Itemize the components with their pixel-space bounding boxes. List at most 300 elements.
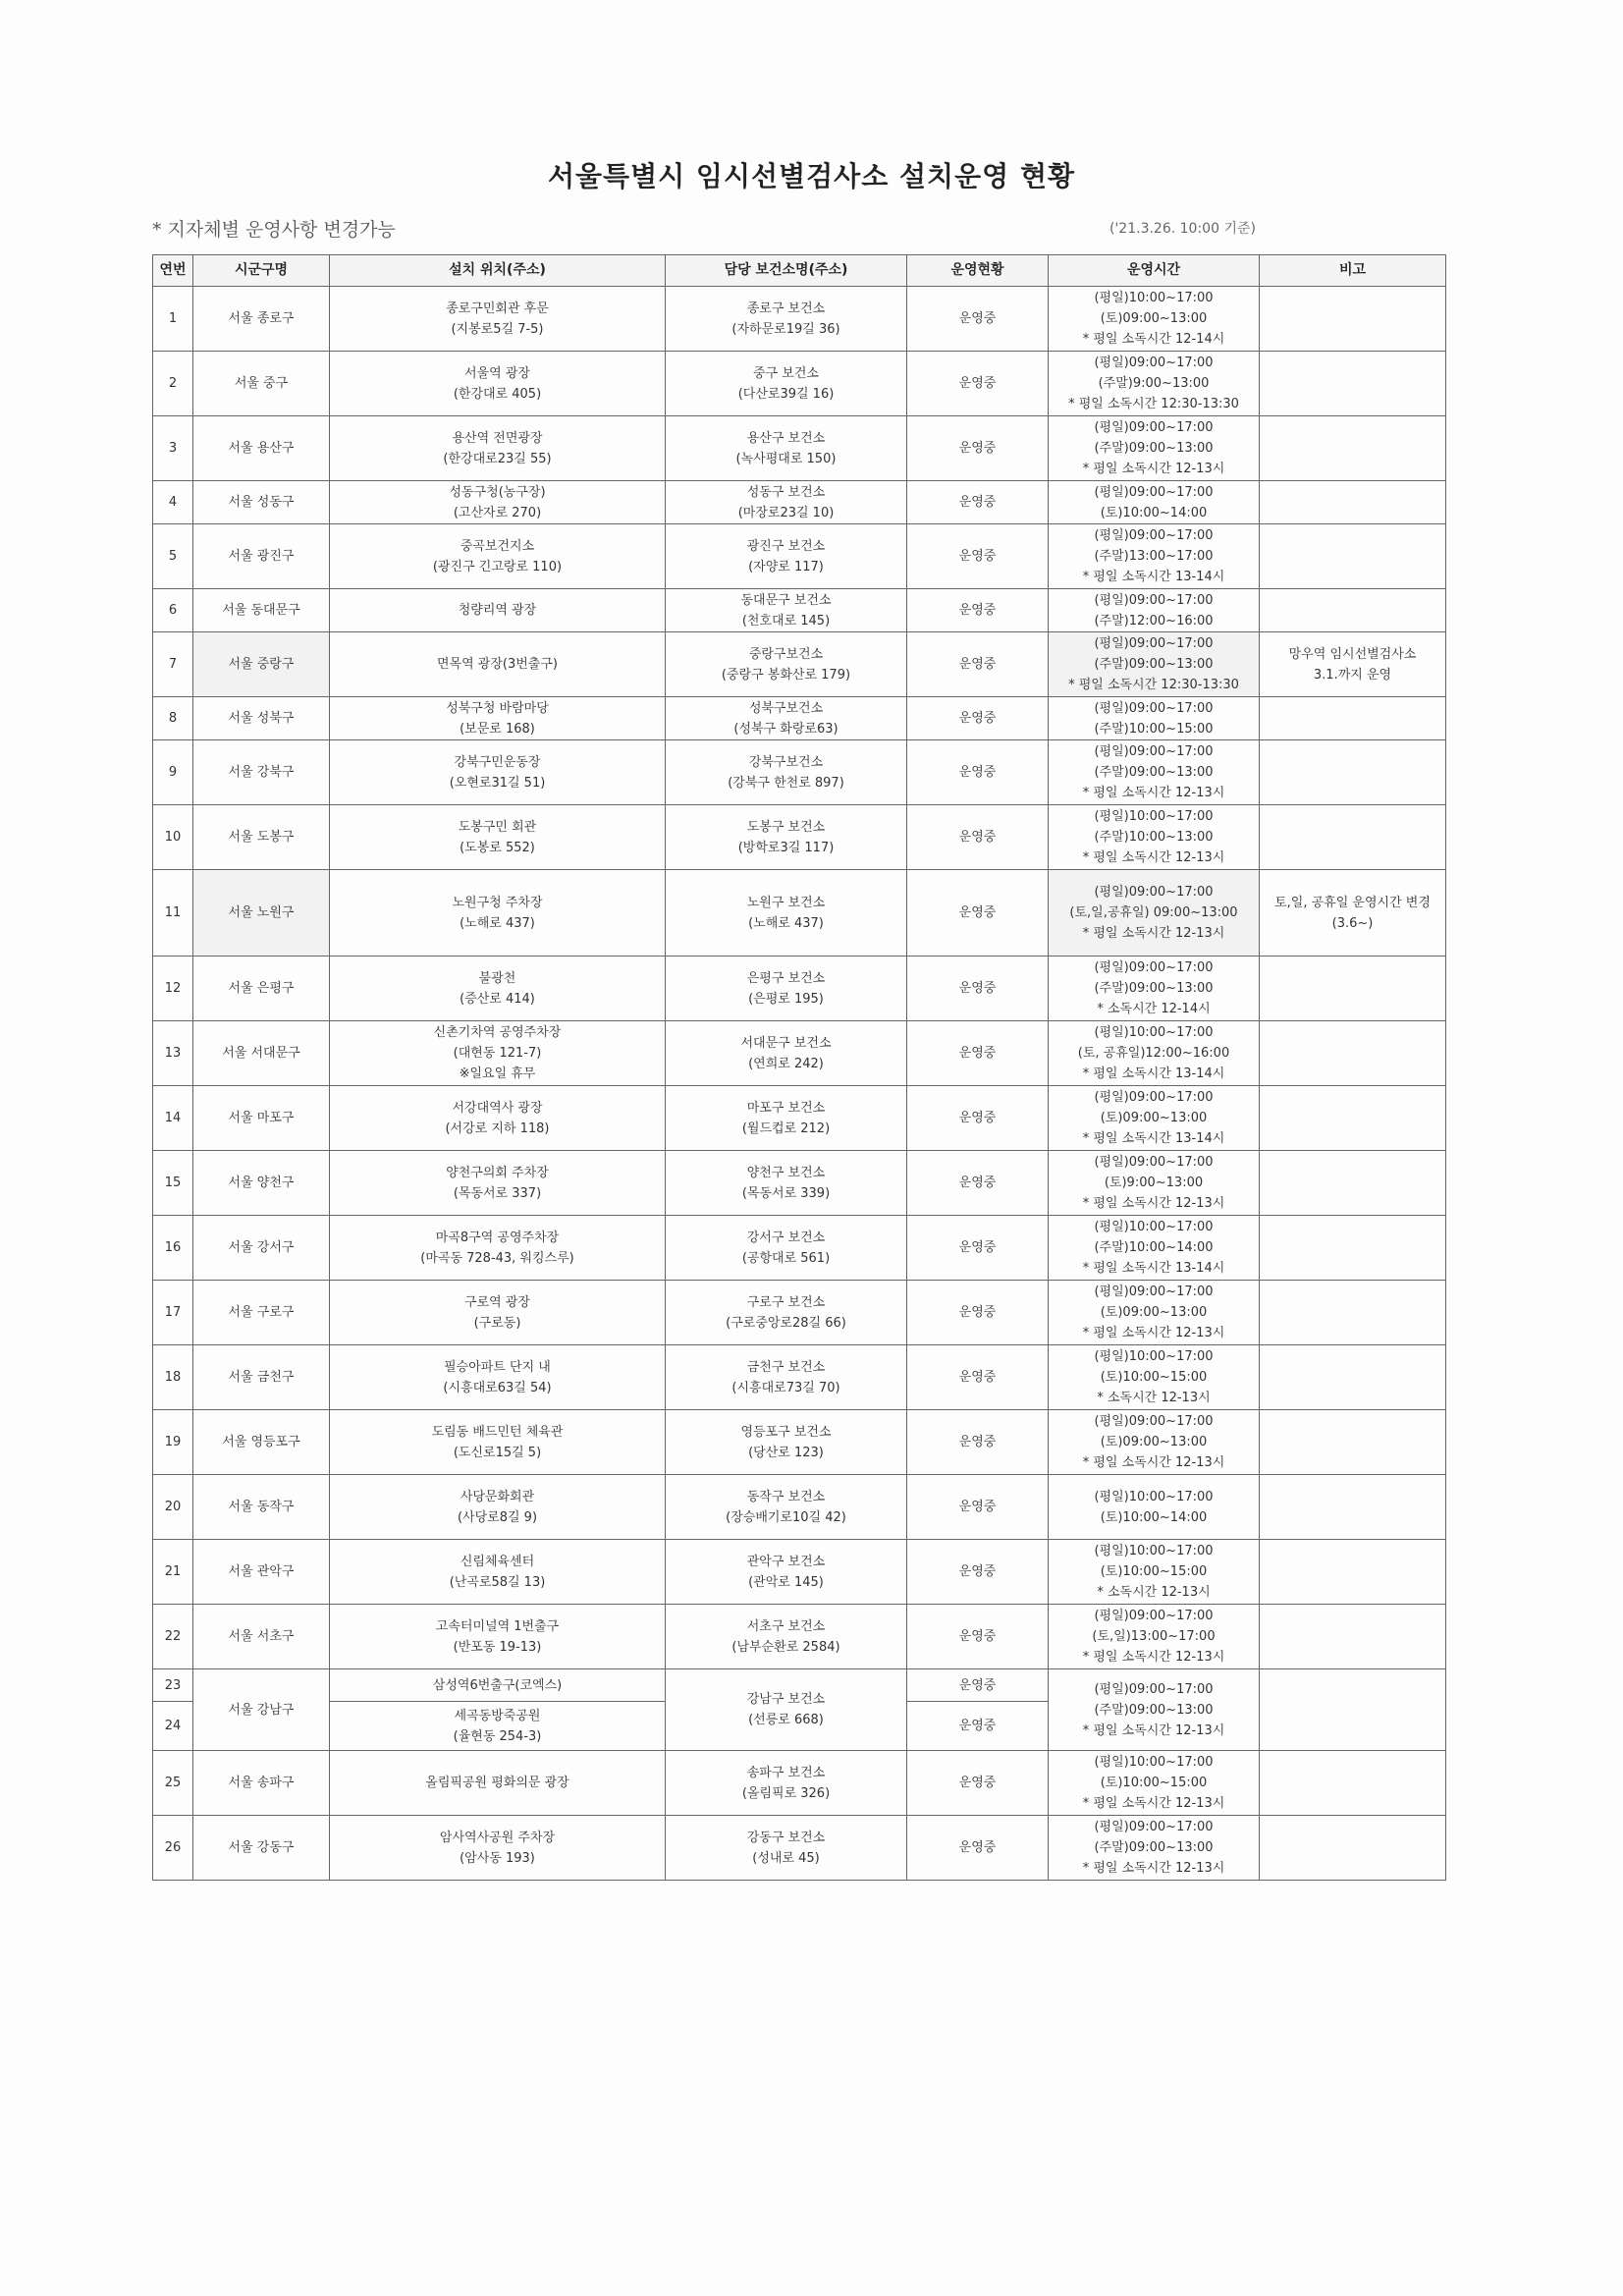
table-row — [153, 632, 1446, 697]
operating-hours-line: (평일)10:00~17:00 — [1094, 809, 1214, 824]
remark — [1260, 481, 1446, 524]
health-center — [666, 1151, 907, 1216]
remark — [1260, 632, 1446, 697]
site-location — [330, 1751, 666, 1816]
col-header-district: 시군구명 — [193, 255, 330, 287]
site-location-line: 삼성역6번출구(코엑스) — [432, 1677, 563, 1693]
site-location-line: (한강대로23길 55) — [443, 451, 552, 466]
row-number: 10 — [153, 805, 193, 870]
health-center-line: (선릉로 668) — [748, 1713, 824, 1727]
district-name: 서울 강남구 — [193, 1669, 330, 1751]
operating-hours-line: (평일)09:00~17:00 — [1094, 1820, 1214, 1834]
health-center-line: (강북구 한천로 897) — [728, 775, 844, 791]
health-center-line: (연희로 242) — [748, 1056, 824, 1071]
health-center-line: 서대문구 보건소 — [740, 1035, 832, 1051]
row-number: 8 — [153, 697, 193, 740]
health-center-line: 성동구 보건소 — [746, 484, 826, 500]
district-name: 서울 강북구 — [193, 740, 330, 805]
health-center-line: (구로중앙로28길 66) — [726, 1315, 846, 1331]
site-location-line: (사당로8길 9) — [457, 1509, 538, 1525]
health-center-line: (노해로 437) — [748, 915, 824, 931]
operation-status: 운영중 — [907, 481, 1049, 524]
operating-hours-line: * 평일 소독시간 13-14시 — [1082, 1066, 1225, 1081]
table-row — [153, 1816, 1446, 1881]
row-number: 9 — [153, 740, 193, 805]
health-center — [666, 352, 907, 416]
health-center — [666, 740, 907, 805]
operation-status: 운영중 — [907, 805, 1049, 870]
site-location-line: 강북구민운동장 — [454, 754, 541, 770]
district-name: 서울 성북구 — [193, 697, 330, 740]
site-location-line: (마곡동 728-43, 워킹스루) — [420, 1250, 574, 1266]
health-center-line: (장승배기로10길 42) — [726, 1509, 846, 1525]
site-location-line: 올림픽공원 평화의문 광장 — [425, 1776, 569, 1790]
operating-hours-line: (주말)09:00~13:00 — [1094, 765, 1214, 780]
health-center — [666, 632, 907, 697]
health-center-line: (천호대로 145) — [741, 613, 831, 629]
district-name: 서울 중랑구 — [193, 632, 330, 697]
site-location-line: (고산자로 270) — [453, 505, 542, 520]
operation-status: 운영중 — [907, 1751, 1049, 1816]
table-row — [153, 481, 1446, 524]
operating-hours-line: * 평일 소독시간 13-14시 — [1082, 570, 1225, 584]
district-name: 서울 동대문구 — [193, 589, 330, 632]
district-name: 서울 동작구 — [193, 1475, 330, 1540]
operation-status: 운영중 — [907, 352, 1049, 416]
operating-hours — [1049, 589, 1260, 632]
district-name: 서울 영등포구 — [193, 1410, 330, 1475]
operation-status: 운영중 — [907, 1816, 1049, 1881]
site-location-line: 세곡동방죽공원 — [454, 1708, 541, 1723]
operation-status: 운영중 — [907, 589, 1049, 632]
operating-hours-line: (평일)10:00~17:00 — [1094, 1220, 1214, 1234]
operating-hours-line: * 평일 소독시간 12-13시 — [1082, 1796, 1225, 1811]
remark — [1260, 352, 1446, 416]
remark — [1260, 740, 1446, 805]
operating-hours-line: (토, 공휴일)12:00~16:00 — [1077, 1046, 1230, 1061]
health-center-line: 강서구 보건소 — [746, 1230, 826, 1245]
health-center — [666, 481, 907, 524]
operation-status: 운영중 — [907, 870, 1049, 957]
operating-hours-line: (주말)09:00~13:00 — [1094, 441, 1214, 456]
remark — [1260, 287, 1446, 352]
site-location-line: (오현로31길 51) — [449, 775, 546, 791]
col-header-location: 설치 위치(주소) — [330, 255, 666, 287]
site-location — [330, 632, 666, 697]
operating-hours-line: (토)10:00~15:00 — [1100, 1776, 1208, 1790]
operating-hours-line: (평일)09:00~17:00 — [1094, 528, 1214, 543]
remark-line: (3.6~) — [1331, 915, 1374, 931]
operating-hours — [1049, 481, 1260, 524]
operating-hours — [1049, 1605, 1260, 1669]
district-name: 서울 마포구 — [193, 1086, 330, 1151]
remark — [1260, 1751, 1446, 1816]
site-location-line: 도림동 배드민턴 체육관 — [431, 1424, 564, 1440]
operating-hours — [1049, 632, 1260, 697]
operating-hours-line: (주말)9:00~13:00 — [1098, 376, 1210, 391]
operating-hours-line: (평일)09:00~17:00 — [1094, 1090, 1214, 1105]
operation-status: 운영중 — [907, 1216, 1049, 1281]
site-location — [330, 1475, 666, 1540]
operating-hours-line: (평일)10:00~17:00 — [1094, 1025, 1214, 1040]
table-row — [153, 1669, 1446, 1702]
operation-status: 운영중 — [907, 697, 1049, 740]
health-center — [666, 1281, 907, 1345]
operating-hours — [1049, 352, 1260, 416]
operating-hours-line: * 평일 소독시간 12-13시 — [1082, 1722, 1225, 1738]
health-center — [666, 1540, 907, 1605]
table-row — [153, 589, 1446, 632]
remark — [1260, 1021, 1446, 1086]
operating-hours — [1049, 1281, 1260, 1345]
health-center-line: 은평구 보건소 — [746, 970, 826, 986]
district-name: 서울 구로구 — [193, 1281, 330, 1345]
site-location — [330, 1216, 666, 1281]
table-header-row — [153, 255, 1446, 287]
site-location-line: 노원구청 주차장 — [452, 895, 543, 910]
site-location-line: (난곡로58길 13) — [449, 1574, 546, 1590]
operating-hours-line: * 평일 소독시간 12-13시 — [1082, 850, 1225, 865]
row-number: 21 — [153, 1540, 193, 1605]
site-location — [330, 805, 666, 870]
operating-hours — [1049, 1086, 1260, 1151]
health-center-line: (시흥대로73길 70) — [731, 1380, 840, 1395]
health-center-line: 성북구보건소 — [748, 700, 824, 716]
remark — [1260, 870, 1446, 957]
remark-line: 망우역 임시선별검사소 — [1288, 646, 1417, 662]
district-name: 서울 성동구 — [193, 481, 330, 524]
site-location — [330, 1151, 666, 1216]
operating-hours — [1049, 1021, 1260, 1086]
testing-site-table — [152, 254, 1446, 1881]
page-title: 서울특별시 임시선별검사소 설치운영 현황 — [547, 160, 1076, 192]
operating-hours-line: (토)09:00~13:00 — [1100, 1435, 1208, 1449]
district-name: 서울 용산구 — [193, 416, 330, 481]
site-location-line: 종로구민회관 후문 — [446, 301, 549, 316]
remark — [1260, 1151, 1446, 1216]
table-row — [153, 1281, 1446, 1345]
remark — [1260, 416, 1446, 481]
operating-hours-line: * 평일 소독시간 12-13시 — [1082, 462, 1225, 476]
table-row — [153, 1021, 1446, 1086]
district-name: 서울 양천구 — [193, 1151, 330, 1216]
district-name: 서울 중구 — [193, 352, 330, 416]
health-center-line: 강동구 보건소 — [746, 1830, 826, 1845]
site-location — [330, 481, 666, 524]
operating-hours — [1049, 805, 1260, 870]
site-location-line: (보문로 168) — [460, 721, 535, 737]
row-number: 25 — [153, 1751, 193, 1816]
table-row — [153, 1151, 1446, 1216]
operating-hours-line: (평일)09:00~17:00 — [1094, 355, 1214, 370]
site-location — [330, 1605, 666, 1669]
health-center-line: (관악로 145) — [748, 1574, 824, 1590]
health-center-line: (월드컵로 212) — [741, 1121, 831, 1136]
remark-line: 3.1.까지 운영 — [1313, 667, 1392, 683]
operating-hours-line: (토)10:00~15:00 — [1100, 1564, 1208, 1579]
operating-hours — [1049, 287, 1260, 352]
operation-status: 운영중 — [907, 957, 1049, 1021]
health-center-line: 강남구 보건소 — [746, 1692, 826, 1707]
site-location-line: (시흥대로63길 54) — [443, 1380, 552, 1395]
site-location-line: (반포동 19-13) — [453, 1639, 542, 1655]
site-location-line: 구로역 광장 — [464, 1294, 530, 1310]
site-location-line: 성동구청(농구장) — [449, 484, 546, 500]
health-center — [666, 589, 907, 632]
health-center — [666, 1751, 907, 1816]
operating-hours — [1049, 1751, 1260, 1816]
health-center-line: (다산로39길 16) — [737, 386, 835, 402]
health-center-line: 노원구 보건소 — [746, 895, 826, 910]
operating-hours — [1049, 1151, 1260, 1216]
site-location-line: 서울역 광장 — [464, 365, 530, 381]
operating-hours-line: (토)10:00~15:00 — [1100, 1370, 1208, 1385]
row-number: 17 — [153, 1281, 193, 1345]
operating-hours — [1049, 697, 1260, 740]
site-location-line: (지봉로5길 7-5) — [451, 321, 544, 337]
operation-status: 운영중 — [907, 416, 1049, 481]
operating-hours-line: * 평일 소독시간 12-14시 — [1082, 332, 1225, 347]
remark — [1260, 1816, 1446, 1881]
district-name: 서울 금천구 — [193, 1345, 330, 1410]
site-location-line: (율현동 254-3) — [453, 1728, 542, 1744]
operation-status: 운영중 — [907, 1410, 1049, 1475]
operating-hours — [1049, 1669, 1260, 1751]
district-name: 서울 관악구 — [193, 1540, 330, 1605]
site-location — [330, 1021, 666, 1086]
health-center-line: 종로구 보건소 — [746, 301, 826, 316]
operating-hours-line: (토)10:00~14:00 — [1100, 1509, 1208, 1525]
row-number: 14 — [153, 1086, 193, 1151]
row-number: 3 — [153, 416, 193, 481]
table-row — [153, 352, 1446, 416]
row-number: 18 — [153, 1345, 193, 1410]
reference-date: ('21.3.26. 10:00 기준) — [1109, 221, 1256, 237]
district-name: 서울 서대문구 — [193, 1021, 330, 1086]
row-number: 26 — [153, 1816, 193, 1881]
operation-status: 운영중 — [907, 740, 1049, 805]
remark — [1260, 1540, 1446, 1605]
table-row — [153, 524, 1446, 589]
site-location-line: (암사동 193) — [460, 1850, 535, 1866]
operating-hours-line: * 평일 소독시간 13-14시 — [1082, 1131, 1225, 1146]
site-location — [330, 1410, 666, 1475]
health-center-line: (성내로 45) — [752, 1850, 820, 1866]
remark — [1260, 1086, 1446, 1151]
operating-hours-line: (주말)12:00~16:00 — [1094, 613, 1214, 629]
operating-hours-line: * 평일 소독시간 12-13시 — [1082, 1861, 1225, 1876]
district-name: 서울 노원구 — [193, 870, 330, 957]
operation-status: 운영중 — [907, 1669, 1049, 1702]
site-location-line: 도봉구민 회관 — [458, 819, 537, 835]
remark — [1260, 697, 1446, 740]
health-center — [666, 1816, 907, 1881]
operating-hours-line: * 평일 소독시간 12:30-13:30 — [1068, 678, 1239, 692]
operating-hours-line: (평일)09:00~17:00 — [1094, 700, 1214, 716]
operating-hours-line: (토)09:00~13:00 — [1100, 1111, 1208, 1125]
site-location-line: (광진구 긴고랑로 110) — [432, 559, 563, 574]
operating-hours-line: (토)10:00~14:00 — [1100, 505, 1208, 520]
operation-status: 운영중 — [907, 1475, 1049, 1540]
operating-hours — [1049, 1540, 1260, 1605]
operating-hours-line: * 소독시간 12-13시 — [1097, 1391, 1211, 1405]
health-center-line: 강북구보건소 — [748, 754, 824, 770]
operating-hours-line: (주말)09:00~13:00 — [1094, 981, 1214, 996]
remark — [1260, 524, 1446, 589]
health-center-line: 양천구 보건소 — [746, 1165, 826, 1180]
health-center-line: 용산구 보건소 — [746, 430, 826, 446]
operation-status: 운영중 — [907, 287, 1049, 352]
health-center-line: (올림픽로 326) — [741, 1785, 831, 1801]
operating-hours-line: (평일)09:00~17:00 — [1094, 420, 1214, 435]
table-row — [153, 1410, 1446, 1475]
health-center — [666, 1669, 907, 1751]
district-name: 서울 은평구 — [193, 957, 330, 1021]
operating-hours-line: (평일)09:00~17:00 — [1094, 1681, 1214, 1697]
operating-hours-line: (토)09:00~13:00 — [1100, 1305, 1208, 1320]
table-row — [153, 1540, 1446, 1605]
site-location — [330, 1281, 666, 1345]
operation-status: 운영중 — [907, 1281, 1049, 1345]
operating-hours-line: * 소독시간 12-13시 — [1097, 1585, 1211, 1600]
operating-hours-line: (평일)09:00~17:00 — [1094, 960, 1214, 975]
remark — [1260, 1475, 1446, 1540]
table-row — [153, 1605, 1446, 1669]
operating-hours — [1049, 1216, 1260, 1281]
operating-hours-line: (평일)09:00~17:00 — [1094, 885, 1214, 900]
row-number: 7 — [153, 632, 193, 697]
site-location — [330, 1345, 666, 1410]
operating-hours-line: (평일)10:00~17:00 — [1094, 1349, 1214, 1364]
row-number: 23 — [153, 1669, 193, 1702]
operating-hours-line: * 평일 소독시간 12-13시 — [1082, 1326, 1225, 1340]
operating-hours-line: (토,일)13:00~17:00 — [1092, 1629, 1216, 1644]
health-center-line: (공항대로 561) — [741, 1250, 831, 1266]
health-center — [666, 1021, 907, 1086]
row-number: 13 — [153, 1021, 193, 1086]
operation-status: 운영중 — [907, 632, 1049, 697]
health-center-line: (중랑구 봉화산로 179) — [721, 667, 851, 683]
site-location — [330, 1702, 666, 1751]
operating-hours-line: (평일)10:00~17:00 — [1094, 1544, 1214, 1558]
site-location-line: (도신로15길 5) — [453, 1445, 542, 1460]
site-location-line: 사당문화회관 — [460, 1489, 535, 1504]
remark — [1260, 1669, 1446, 1751]
table-row — [153, 870, 1446, 957]
table-row — [153, 740, 1446, 805]
operating-hours-line: (평일)09:00~17:00 — [1094, 1609, 1214, 1623]
health-center — [666, 697, 907, 740]
site-location-line: (목동서로 337) — [453, 1185, 542, 1201]
operating-hours — [1049, 1345, 1260, 1410]
operating-hours-line: (주말)10:00~13:00 — [1094, 830, 1214, 845]
operating-hours — [1049, 1475, 1260, 1540]
site-location-line: (노해로 437) — [460, 915, 535, 931]
operating-hours-line: * 평일 소독시간 12-13시 — [1082, 786, 1225, 800]
health-center-line: 중구 보건소 — [753, 365, 819, 381]
row-number: 24 — [153, 1702, 193, 1751]
health-center-line: (녹사평대로 150) — [735, 451, 837, 466]
health-center-line: (남부순환로 2584) — [731, 1639, 840, 1655]
operating-hours-line: (주말)09:00~13:00 — [1094, 1840, 1214, 1855]
health-center-line: (방학로3길 117) — [737, 840, 835, 855]
operating-hours-line: * 평일 소독시간 12:30-13:30 — [1068, 397, 1239, 411]
site-location — [330, 352, 666, 416]
site-location — [330, 1816, 666, 1881]
remark — [1260, 1216, 1446, 1281]
operating-hours-line: (평일)09:00~17:00 — [1094, 1285, 1214, 1299]
remark — [1260, 957, 1446, 1021]
health-center — [666, 1216, 907, 1281]
row-number: 11 — [153, 870, 193, 957]
health-center-line: (당산로 123) — [748, 1445, 824, 1460]
row-number: 12 — [153, 957, 193, 1021]
site-location — [330, 416, 666, 481]
district-name: 서울 종로구 — [193, 287, 330, 352]
operating-hours-line: * 평일 소독시간 12-13시 — [1082, 926, 1225, 941]
table-row — [153, 957, 1446, 1021]
site-location — [330, 957, 666, 1021]
operating-hours-line: * 평일 소독시간 12-13시 — [1082, 1455, 1225, 1470]
site-location-line: 마곡8구역 공영주차장 — [435, 1230, 560, 1245]
health-center-line: 구로구 보건소 — [746, 1294, 826, 1310]
district-name: 서울 서초구 — [193, 1605, 330, 1669]
operating-hours-line: (주말)10:00~14:00 — [1094, 1240, 1214, 1255]
row-number: 6 — [153, 589, 193, 632]
site-location — [330, 697, 666, 740]
operating-hours-line: (평일)09:00~17:00 — [1094, 744, 1214, 759]
row-number: 20 — [153, 1475, 193, 1540]
site-location-line: 용산역 전면광장 — [452, 430, 543, 446]
operating-hours — [1049, 740, 1260, 805]
operating-hours-line: * 평일 소독시간 12-13시 — [1082, 1650, 1225, 1665]
site-location — [330, 287, 666, 352]
health-center-line: 광진구 보건소 — [746, 538, 826, 554]
operating-hours-line: (주말)10:00~15:00 — [1094, 721, 1214, 737]
site-location-line: 중곡보건지소 — [460, 538, 535, 554]
operating-hours-line: (평일)09:00~17:00 — [1094, 1155, 1214, 1170]
health-center-line: 관악구 보건소 — [746, 1554, 826, 1569]
remark — [1260, 1281, 1446, 1345]
site-location-line: 신림체육센터 — [460, 1554, 535, 1569]
site-location — [330, 1669, 666, 1702]
health-center-line: (마장로23길 10) — [737, 505, 835, 520]
row-number: 4 — [153, 481, 193, 524]
change-note: * 지자체별 운영사항 변경가능 — [152, 219, 396, 241]
health-center-line: 동대문구 보건소 — [740, 592, 832, 608]
col-header-hours: 운영시간 — [1049, 255, 1260, 287]
operating-hours-line: (평일)10:00~17:00 — [1094, 1489, 1214, 1504]
table-row — [153, 1345, 1446, 1410]
site-location-line: 성북구청 바람마당 — [446, 700, 549, 716]
operating-hours-line: (평일)09:00~17:00 — [1094, 484, 1214, 500]
health-center-line: (목동서로 339) — [741, 1185, 831, 1201]
health-center — [666, 1410, 907, 1475]
site-location — [330, 870, 666, 957]
operation-status: 운영중 — [907, 1151, 1049, 1216]
operating-hours-line: (주말)09:00~13:00 — [1094, 1702, 1214, 1718]
site-location-line: 불광천 — [478, 970, 516, 986]
remark — [1260, 1410, 1446, 1475]
district-name: 서울 강동구 — [193, 1816, 330, 1881]
site-location-line: (대현동 121-7) — [453, 1046, 542, 1061]
row-number: 5 — [153, 524, 193, 589]
operating-hours — [1049, 957, 1260, 1021]
table-row — [153, 1475, 1446, 1540]
site-location-line: (도봉로 552) — [460, 840, 535, 855]
operating-hours-line: * 평일 소독시간 12-13시 — [1082, 1196, 1225, 1211]
site-location-line: (구로동) — [473, 1315, 521, 1331]
